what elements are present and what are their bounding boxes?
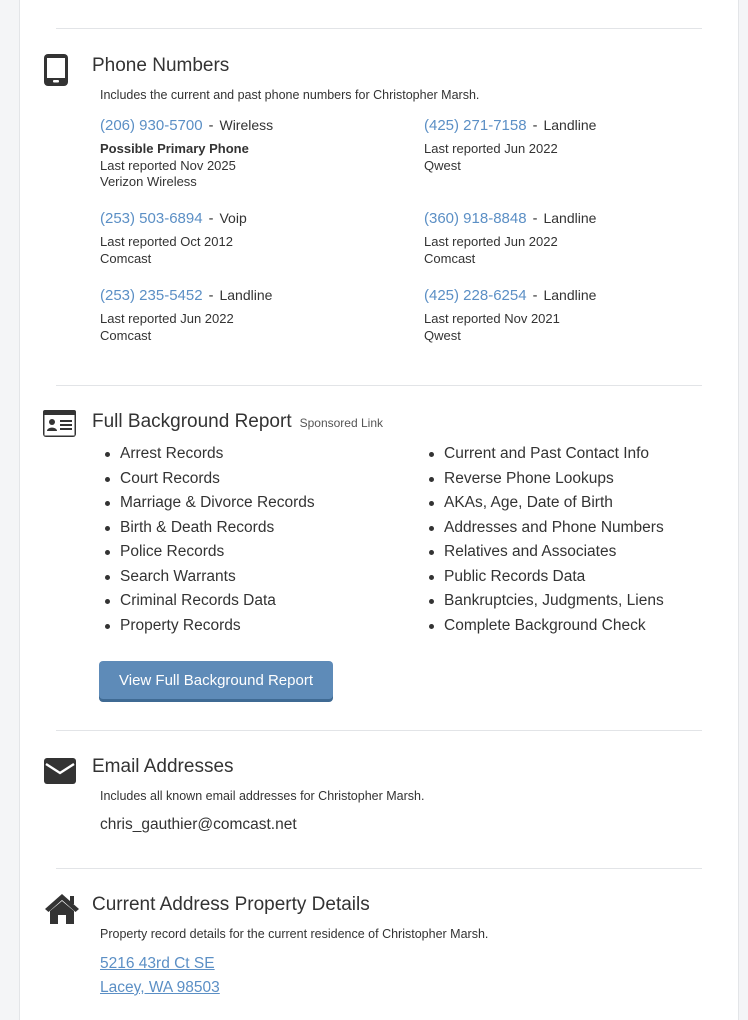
phone-link[interactable]: (206) 930-5700 [100, 117, 203, 134]
phone-type: Voip [219, 210, 247, 226]
phone-type: Landline [543, 210, 597, 226]
carrier: Comcast [424, 250, 476, 266]
divider [56, 868, 702, 869]
phone-link[interactable]: (425) 271-7158 [424, 117, 527, 134]
list-item: Addresses and Phone Numbers [424, 516, 664, 541]
phone-link[interactable]: (253) 503-6894 [100, 210, 203, 227]
list-item: Current and Past Contact Info [424, 442, 664, 467]
property-details-title: Current Address Property Details [92, 894, 370, 915]
phone-numbers-description: Includes the current and past phone numbers for Christopher Marsh. [100, 88, 480, 102]
list-item: Search Warrants [100, 565, 315, 590]
carrier: Qwest [424, 327, 461, 343]
phone-entry: (425) 271-7158 - Landline Last reported Jun 2022 Qwest [424, 116, 724, 174]
phone-numbers-title: Phone Numbers [92, 55, 230, 76]
phone-type: Landline [543, 117, 597, 133]
mobile-phone-icon [44, 54, 68, 86]
bullet-icon [429, 550, 434, 555]
list-item: AKAs, Age, Date of Birth [424, 491, 664, 516]
list-item: Criminal Records Data [100, 589, 315, 614]
phone-type: Landline [219, 287, 273, 303]
background-features-left [100, 442, 315, 638]
carrier: Comcast [100, 250, 152, 266]
list-item: Reverse Phone Lookups [424, 467, 664, 492]
bullet-icon [105, 624, 110, 629]
envelope-icon [44, 758, 76, 784]
last-reported: Last reported Nov 2021 [424, 311, 560, 326]
bullet-icon [105, 452, 110, 457]
phone-link[interactable]: (425) 228-6254 [424, 287, 527, 304]
phone-entry: (360) 918-8848 - Landline Last reported Jun 2022 Comcast [424, 209, 724, 267]
phone-link[interactable]: (360) 918-8848 [424, 210, 527, 227]
bullet-icon [105, 550, 110, 555]
divider [56, 28, 702, 29]
last-reported: Last reported Jun 2022 [424, 141, 558, 156]
bullet-icon [429, 575, 434, 580]
id-card-icon [43, 410, 76, 437]
list-item: Complete Background Check [424, 614, 664, 639]
phone-type: Wireless [219, 117, 274, 133]
last-reported: Last reported Nov 2025 [100, 157, 236, 173]
address-city-link[interactable]: Lacey, WA 98503 [100, 979, 220, 996]
bullet-icon [105, 526, 110, 531]
divider [56, 385, 702, 386]
home-icon [44, 893, 80, 925]
bullet-icon [429, 526, 434, 531]
carrier: Comcast [100, 327, 152, 343]
phone-entry: (425) 228-6254 - Landline Last reported Nov 2021 Qwest [424, 286, 724, 344]
phone-entry: (253) 503-6894 - Voip Last reported Oct 2012 Comcast [100, 209, 400, 267]
email-address: chris_gauthier@comcast.net [100, 816, 297, 833]
phone-link[interactable]: (253) 235-5452 [100, 287, 203, 304]
divider [56, 730, 702, 731]
sponsored-label: Sponsored Link [299, 416, 383, 430]
list-item: Police Records [100, 540, 315, 565]
view-full-background-report-button[interactable]: View Full Background Report [99, 661, 333, 699]
list-item: Court Records [100, 467, 315, 492]
bullet-icon [105, 575, 110, 580]
list-item: Relatives and Associates [424, 540, 664, 565]
list-item: Arrest Records [100, 442, 315, 467]
phone-type: Landline [543, 287, 597, 303]
last-reported: Last reported Jun 2022 [100, 311, 234, 326]
phone-entry: (206) 930-5700 - Wireless Possible Primary Phone Last reported Nov 2025 Verizon Wireless [100, 116, 400, 191]
bullet-icon [429, 477, 434, 482]
last-reported: Last reported Oct 2012 [100, 234, 233, 249]
bullet-icon [429, 624, 434, 629]
last-reported: Last reported Jun 2022 [424, 234, 558, 249]
bullet-icon [105, 477, 110, 482]
list-item: Marriage & Divorce Records [100, 491, 315, 516]
email-addresses-title: Email Addresses [92, 756, 234, 777]
background-features-right [424, 442, 664, 638]
address-street-link[interactable]: 5216 43rd Ct SE [100, 955, 215, 972]
list-item: Public Records Data [424, 565, 664, 590]
property-details-description: Property record details for the current residence of Christopher Marsh. [100, 927, 489, 941]
phone-entry: (253) 235-5452 - Landline Last reported Jun 2022 Comcast [100, 286, 400, 344]
background-report-title: Full Background Report Sponsored Link [92, 411, 383, 432]
bullet-icon [429, 501, 434, 506]
list-item: Bankruptcies, Judgments, Liens [424, 589, 664, 614]
carrier: Qwest [424, 157, 461, 173]
list-item: Birth & Death Records [100, 516, 315, 541]
list-item: Property Records [100, 614, 315, 639]
email-addresses-description: Includes all known email addresses for Christopher Marsh. [100, 789, 425, 803]
bullet-icon [429, 599, 434, 604]
primary-phone-label: Possible Primary Phone [100, 141, 249, 156]
carrier: Verizon Wireless [100, 174, 197, 189]
bullet-icon [105, 599, 110, 604]
bullet-icon [105, 501, 110, 506]
bullet-icon [429, 452, 434, 457]
